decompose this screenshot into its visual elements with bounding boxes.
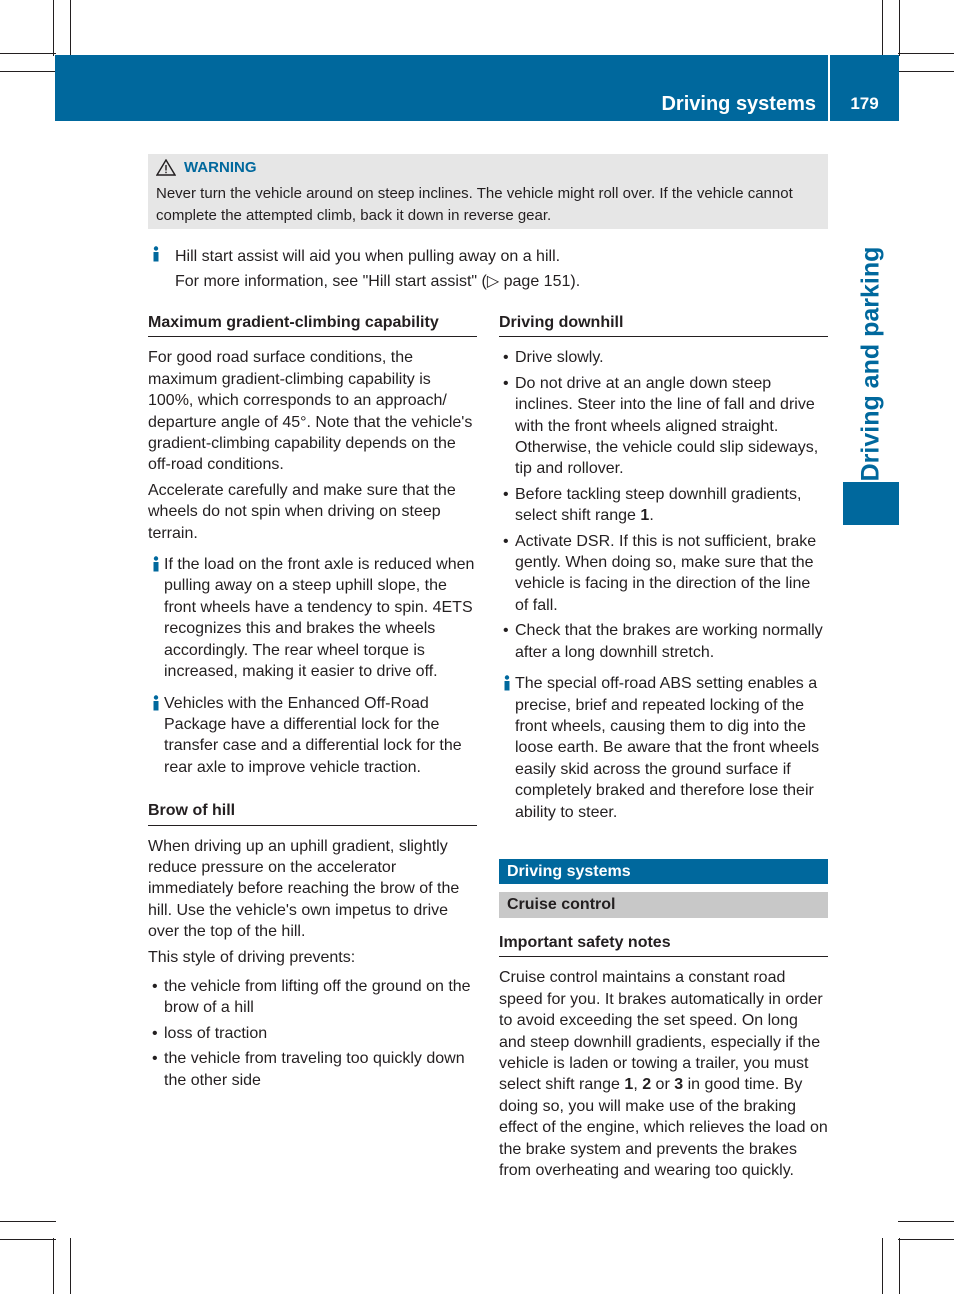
crop-mark	[898, 53, 954, 54]
header-section-title: Driving systems	[661, 93, 816, 115]
front-axle-info-text: If the load on the front axle is reduced when pulling away on a steep uphill slope, the front wheels have a tendency to spin. 4ETS recognizes this and brakes the wheels accordingly. The rear wheel torque is increased, making it easier to drive off.	[164, 556, 475, 681]
max-gradient-para2: Accelerate carefully and make sure that the wheels do not spin when driving on steep terrain.	[148, 481, 456, 542]
abs-setting-info-text: The special off-road ABS setting enables a precise, brief and repeated locking of the front wheels, causing them to dig into the loose earth. Be aware that the front wheels easily skid across the ground surface if completely braked and therefore lose their ability to steer.	[515, 675, 820, 821]
off-road-package-info-text: Vehicles with the Enhanced Off-Road Package have a differential lock for the transfer case and a differential lock for the rear axle to improve vehicle traction.	[164, 694, 462, 776]
crop-mark	[70, 1238, 71, 1294]
list-item: • Drive slowly.	[499, 347, 828, 368]
info-icon	[499, 675, 513, 691]
info-icon	[148, 246, 162, 262]
crop-mark	[53, 0, 54, 56]
list-item: • Do not drive at an angle down steep inclines. Steer into the line of fall and drive with the front wheels aligned straight. Otherwise, the vehicle could slip sideways, tip and rollover.	[499, 373, 828, 480]
list-item	[499, 484, 828, 527]
crop-mark	[70, 0, 71, 56]
subsection-band-cruise-control: Cruise control	[499, 892, 828, 918]
list-item: • the vehicle from lifting off the ground on the brow of a hill	[148, 976, 477, 1019]
side-tab-label: Driving and parking	[856, 246, 885, 482]
crop-mark	[898, 1239, 954, 1240]
off-road-package-info	[148, 693, 477, 779]
driving-downhill-list	[499, 347, 828, 663]
hill-start-info-line1: Hill start assist will aid you when pulling away on a hill.	[175, 248, 561, 265]
hill-start-info	[148, 244, 844, 294]
front-axle-info	[148, 554, 477, 682]
crop-mark	[898, 1221, 954, 1222]
page-number: 179	[850, 94, 879, 113]
warning-label: WARNING	[184, 159, 257, 176]
driving-downhill-heading: Driving downhill	[499, 312, 828, 337]
warning-text: Never turn the vehicle around on steep inclines. The vehicle might roll over. If the vehicle cannot complete the attempted climb, back it down in reverse gear.	[156, 185, 793, 224]
list-item-text: Before tackling steep downhill gradients, select shift range	[515, 485, 802, 525]
brow-of-hill-heading: Brow of hill	[148, 800, 477, 825]
right-column	[499, 312, 828, 1185]
separator-or: or	[651, 1076, 675, 1094]
list-item: • Check that the brakes are working normally after a long downhill stretch.	[499, 620, 828, 663]
side-tab-marker	[843, 482, 899, 525]
list-item: • Activate DSR. If this is not sufficient, brake gently. When doing so, make sure that the vehicle is facing in the direction of the line of fall.	[499, 531, 828, 617]
list-item: • the vehicle from traveling too quickly down the other side	[148, 1048, 477, 1091]
max-gradient-para1: For good road surface conditions, the maximum gradient-climbing capability is 100%, which corresponds to an approach/ departure angle of 45°. Note that the vehicle's gradient-climbing capability depends on the off-road conditions.	[148, 349, 473, 474]
brow-of-hill-para2: This style of driving prevents:	[148, 948, 356, 966]
max-gradient-heading: Maximum gradient-climbing capability	[148, 312, 477, 337]
crop-mark	[898, 71, 954, 72]
section-band-driving-systems: Driving systems	[499, 859, 828, 884]
list-item-end: .	[649, 507, 654, 525]
abs-setting-info	[499, 673, 828, 823]
info-icon	[148, 695, 162, 711]
safety-notes-text-a: Cruise control maintains a constant road speed for you. It brakes automatically in order to avoid exceeding the set speed. On long and steep downhill gradients, especially if the vehicle is laden or towing a trailer, you must select shift range	[499, 969, 823, 1094]
warning-box	[148, 154, 828, 229]
shift-range-2: 2	[642, 1076, 652, 1094]
list-item: • loss of traction	[148, 1023, 477, 1044]
crop-mark	[882, 1238, 883, 1294]
safety-notes-text-b: in good time. By doing so, you will make use of the braking effect of the engine, which relieves the load on the brake system and prevents the brakes from overheating and wearing too quickly.	[499, 1076, 828, 1179]
left-column	[148, 312, 477, 1095]
brow-of-hill-para1: When driving up an uphill gradient, slightly reduce pressure on the accelerator immediately before reaching the brow of the hill. Use the vehicle's own impetus to drive over the top of the hill.	[148, 837, 460, 941]
safety-notes-heading: Important safety notes	[499, 932, 828, 957]
page-number-box	[830, 55, 899, 121]
warning-heading	[156, 159, 257, 176]
crop-mark	[0, 1221, 56, 1222]
crop-mark	[53, 1238, 54, 1294]
crop-mark	[899, 0, 900, 56]
warning-triangle-icon	[156, 159, 176, 176]
crop-mark	[882, 0, 883, 56]
shift-range-3: 3	[674, 1076, 684, 1094]
brow-of-hill-list	[148, 976, 477, 1091]
crop-mark	[0, 71, 56, 72]
info-icon	[148, 556, 162, 572]
safety-notes-text	[499, 967, 828, 1181]
shift-range-1: 1	[624, 1076, 634, 1094]
hill-start-info-line2: For more information, see "Hill start assist" (▷ page 151).	[175, 273, 581, 290]
crop-mark	[899, 1238, 900, 1294]
crop-mark	[0, 1239, 56, 1240]
header-bar	[55, 55, 828, 121]
separator-comma: ,	[633, 1076, 643, 1094]
shift-range-value: 1	[640, 507, 650, 525]
crop-mark	[0, 53, 56, 54]
